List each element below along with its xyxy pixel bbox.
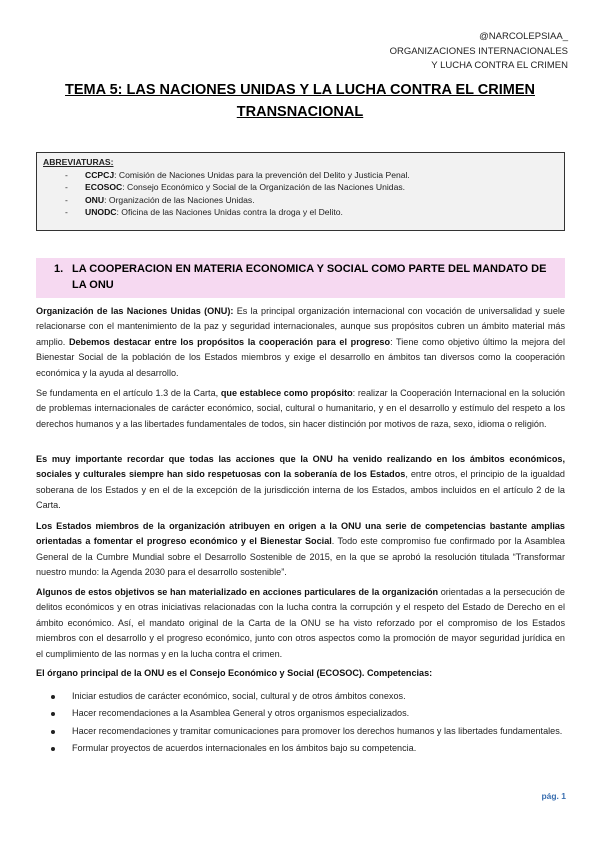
paragraph-text: : Tiene como objetivo último la mejora del Bienestar Social de la población de los Estados miembros y exige el desarrollo en ámbitos tan diversos como la cooperación económica y la ayuda al desarrollo. [36,336,565,378]
abbreviation-desc: : Oficina de las Naciones Unidas contra la droga y el Delito. [116,207,343,218]
paragraph-1 [36,304,565,381]
paragraph-2 [36,386,565,432]
title-line2: TRANSNACIONAL [236,104,364,120]
document-title [40,79,560,123]
section-heading [36,258,565,298]
abbreviation-desc: : Comisión de Naciones Unidas para la prevención del Delito y Justicia Penal. [114,169,410,180]
section-number: 1. [54,263,64,275]
paragraph-text: , entre otros, el principio de la igualdad soberana de los Estados y en el de la excepción de la jurisdicción interna de los Estados, ambos incluidos en el artículo 2 de la Carta. [36,469,565,511]
page-number: pág. 1 [541,791,566,801]
abbreviation-desc: : Consejo Económico y Social de la Organización de las Naciones Unidas. [122,182,406,193]
list-item [36,741,565,756]
bullet-icon [51,695,55,699]
abbreviation-item [65,169,558,182]
paragraph-6 [36,666,565,681]
abbreviation-item [65,181,558,194]
abbreviation-term: CCPCJ [85,169,115,180]
bullet-icon [51,712,55,716]
list-item-text: Hacer recomendaciones y tramitar comunicaciones para promover los derechos humanos y las libertades fundamentales. [72,725,563,736]
abbreviation-item [65,194,558,207]
paragraph-5 [36,585,565,662]
abbreviation-term: UNODC [85,207,117,218]
paragraph-bold: que establece como propósito [220,388,353,398]
list-item-text: Formular proyectos de acuerdos internacionales en los ámbitos bajo su competencia. [72,743,417,754]
paragraph-bold: Algunos de estos objetivos se han materializado en acciones particulares de la organización [36,587,439,597]
section-title: LA COOPERACION EN MATERIA ECONOMICA Y SOCIAL COMO PARTE DEL MANDATO DE LA ONU [72,263,547,291]
competencies-list [36,689,565,759]
paragraph-bold: Organización de las Naciones Unidas (ONU): [36,306,234,316]
list-item-text: Iniciar estudios de carácter económico, social, cultural y de otros ámbitos conexos. [72,691,406,701]
paragraph-4 [36,519,565,581]
paragraph-bold: Los Estados miembros de la organización atribuyen en origen a la ONU una serie de competencias bastante amplias orientadas a fomentar el progreso económico y el Bienestar Social [36,521,565,547]
list-item [36,689,565,704]
abbreviation-item [65,206,558,219]
abbreviations-heading: ABREVIATURAS: [43,157,114,167]
paragraph-text: Es la principal organización internacional con vocación de universalidad y suele relacionarse con el mantenimiento de la paz y seguridad internacionales, aunque sus propósitos cubren un ámbito material más amplio. [36,306,565,347]
title-line1: TEMA 5: LAS NACIONES UNIDAS Y LA LUCHA CONTRA EL CRIMEN [65,82,535,98]
bullet-icon [51,730,55,734]
list-item-text: Hacer recomendaciones a la Asamblea General y otros organismos especializados. [72,708,410,719]
abbreviation-term: ONU [85,194,105,205]
paragraph-bold: El órgano principal de la ONU es el Consejo Económico y Social (ECOSOC). Competencias: [36,668,433,678]
paragraph-text: orientadas a la persecución de delitos económicos y en otras iniciativas relacionadas con la lucha contra la corrupción y el respeto del Estado de Derecho en el ámbito económico. Así, el mandato original de la Carta de la ONU se ha visto reforzado por el compromiso de los Estados miembros con el desarrollo y el progreso económico, junto con otros aspectos como la promoción de mayor seguridad jurídica en el cumplimiento de las normas y en la lucha contra el crimen. [36,587,565,659]
abbreviations-box [36,152,565,231]
header-author: @NARCOLEPSIAA_ [479,31,568,42]
bullet-icon [51,747,55,751]
list-item [36,706,565,721]
header-subject-line2: Y LUCHA CONTRA EL CRIMEN [431,60,568,71]
paragraph-text: : realizar la Cooperación Internacional en la solución de problemas internacionales de carácter económico, social, cultural o humanitario, y en el desarrollo y estímulo del respeto a los derechos humanos y a las libertades fundamentales de todos, sin hacer distinción por motivos de raza, sexo, idioma o religión. [36,388,565,429]
header-subject-line1: ORGANIZACIONES INTERNACIONALES [389,45,568,57]
paragraph-text: . Todo este compromiso fue confirmado por la Asamblea General de la Cumbre Mundial sobre el Desarrollo Sostenible de 2015, en la que se aprobó la resolución titulada “Transformar nuestro mundo: la Agenda 2030 para el desarrollo sostenible”. [36,536,565,578]
paragraph-text: Se fundamenta en el artículo 1.3 de la Carta, [36,388,221,398]
paragraph-bold: Debemos destacar entre los propósitos la cooperación para el progreso [68,336,391,347]
abbreviation-desc: : Organización de las Naciones Unidas. [104,194,255,205]
page-header [390,30,568,74]
paragraph-3 [36,452,565,514]
list-item [36,724,565,739]
paragraph-bold: Es muy importante recordar que todas las acciones que la ONU ha venido realizando en los ámbitos económicos, sociales y culturales siempre han sido respetuosas con la soberanía de los Estados [36,454,565,480]
abbreviations-list [43,169,558,219]
abbreviation-term: ECOSOC [85,182,123,193]
